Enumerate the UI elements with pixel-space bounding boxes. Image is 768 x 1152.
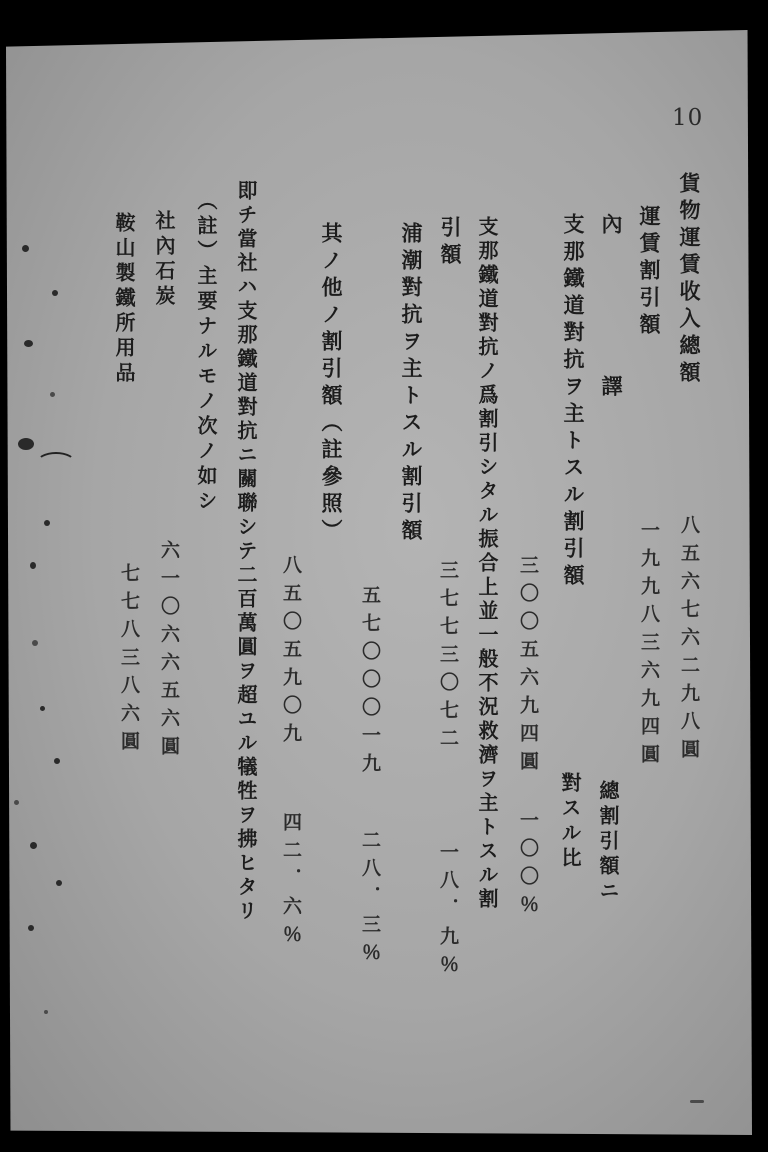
scan-scratch	[36, 452, 76, 474]
pct-other: 四二．六％	[280, 812, 302, 952]
note-label: （註）主要ナルモノ次ノ如シ	[194, 190, 218, 515]
pct-china-rail: 一〇〇％	[517, 810, 539, 922]
scan-speck	[56, 880, 62, 886]
scan-speck	[14, 800, 19, 805]
pct-vladivostok: 二八．三％	[359, 830, 381, 970]
amount-other: 八五〇五九〇九	[280, 555, 302, 751]
ratio-header-line2: 對スル比	[558, 772, 582, 872]
scan-speck	[54, 758, 60, 764]
scan-speck	[28, 925, 34, 931]
amount-china-rail: 三〇〇五六九四圓	[517, 555, 539, 779]
scan-speck	[32, 640, 38, 646]
ratio-header-line1: 總割引額ニ	[596, 780, 620, 905]
row-vladivostok-discount: 浦潮對抗ヲ主トスル割引額	[399, 222, 424, 546]
amount-anshan: 七七八三八六圓	[118, 563, 140, 759]
scan-speck	[24, 340, 33, 347]
scan-speck	[40, 706, 45, 711]
page-number: 10	[672, 105, 704, 131]
note-summary: 即チ當社ハ支那鐵道對抗ニ關聯シテ二百萬圓ヲ超ユル犠牲ヲ拂ヒタリ	[234, 180, 258, 924]
scan-speck	[30, 562, 36, 569]
note-item-anshan-steelworks: 鞍山製鐵所用品	[112, 212, 136, 387]
scan-mark	[690, 1100, 704, 1103]
scan-speck	[18, 438, 34, 450]
amount-total: 八五六七六二九八圓	[678, 515, 700, 767]
scan-speck	[52, 290, 58, 296]
heading-freight-revenue-total: 貨物運賃收入總額	[677, 172, 702, 388]
scan-speck	[30, 842, 37, 849]
note-item-company-coal: 社內石炭	[152, 210, 176, 310]
heading-fare-discount: 運賃割引額	[637, 205, 662, 340]
scan-speck	[22, 245, 29, 252]
row-china-rail-discount: 支那鐵道對抗ヲ主トスル割引額	[561, 213, 586, 591]
scan-speck	[44, 520, 50, 526]
amount-vladivostok: 五七〇〇〇一九	[359, 585, 381, 781]
amount-company-coal: 六一〇六六五六圓	[158, 540, 180, 764]
row-adjustment-discount: 支那鐵道對抗ノ爲割引シタル振合上並一般不況救濟ヲ主トスル割	[475, 216, 499, 912]
pct-adjustment: 一八．九％	[437, 842, 459, 982]
amount-adjustment: 三七七三〇七二	[437, 560, 459, 756]
breakdown-label: 內 譯	[599, 213, 624, 456]
scan-speck	[44, 1010, 48, 1014]
scan-speck	[50, 392, 55, 397]
row-adjustment-discount-continued: 引額	[438, 216, 463, 270]
row-other-discount: 其ノ他ノ割引額（註參照）	[319, 222, 344, 546]
amount-discount: 一九九八三六九四圓	[638, 520, 660, 772]
